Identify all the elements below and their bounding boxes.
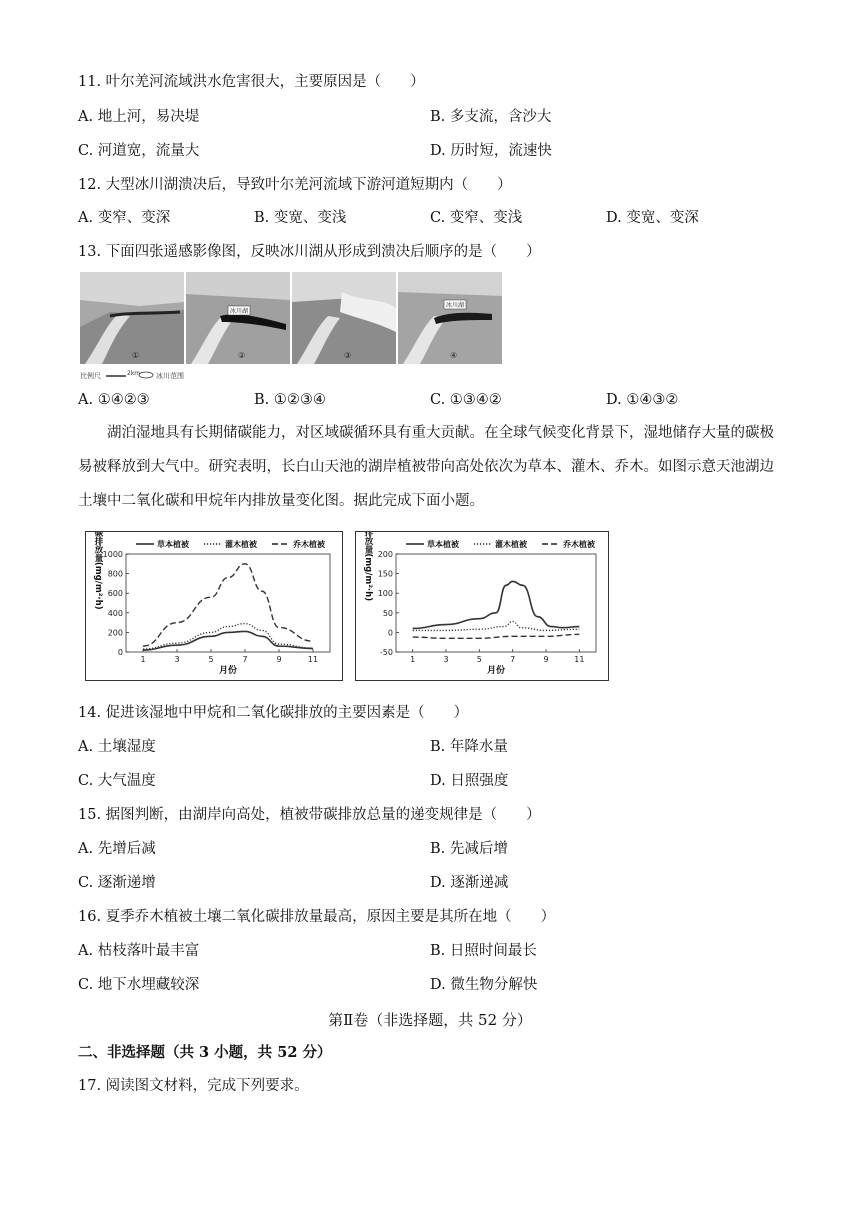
image-2-label: ②	[238, 351, 246, 360]
q16-option-b: B. 日照时间最长	[430, 943, 537, 959]
y-tick-label: 50	[382, 608, 393, 618]
q12-option-b: B. 变宽、变浅	[254, 210, 347, 226]
q12-stem: 12. 大型冰川湖溃决后，导致叶尔羌河流域下游河道短期内（ ）	[78, 177, 512, 193]
q16-stem: 16. 夏季乔木植被土壤二氧化碳排放量最高，原因主要是其所在地（ ）	[78, 909, 556, 925]
q16-option-d: D. 微生物分解快	[430, 977, 538, 993]
x-axis-label: 月份	[218, 666, 238, 676]
y-tick-label: 200	[107, 628, 123, 638]
x-tick-label: 9	[276, 655, 282, 664]
image-4-label: ④	[450, 351, 458, 360]
remote-image-3	[292, 272, 396, 364]
x-tick-label: 9	[543, 655, 549, 664]
q13-option-c: C. ①③④②	[430, 392, 502, 408]
legend-label: 乔木植被	[563, 540, 595, 549]
q12-option-c: C. 变窄、变浅	[430, 210, 523, 226]
legend-item	[272, 539, 326, 549]
y-tick-label: -50	[379, 648, 393, 657]
q15-option-d: D. 逐渐递减	[430, 875, 509, 891]
y-tick-label: 600	[107, 589, 123, 599]
q16-option-c: C. 地下水埋藏较深	[78, 977, 200, 993]
q13-option-d: D. ①④③②	[606, 392, 679, 408]
y-tick-label: 1000	[102, 550, 123, 559]
q12-option-d: D. 变宽、变深	[606, 210, 699, 226]
y-tick-label: 0	[387, 628, 393, 638]
q11-stem: 11. 叶尔羌河流域洪水危害很大，主要原因是（ ）	[78, 74, 425, 90]
y-tick-label: 150	[377, 569, 393, 579]
remote-image-1	[80, 272, 184, 364]
x-tick-label: 3	[174, 655, 180, 664]
series-line	[413, 581, 580, 628]
image-1-label: ①	[132, 351, 140, 360]
image-3-label: ③	[344, 351, 352, 360]
x-tick-label: 7	[242, 655, 248, 664]
x-tick-label: 11	[574, 655, 585, 664]
x-tick-label: 3	[443, 655, 449, 664]
series-line	[413, 634, 580, 638]
q14-option-d: D. 日照强度	[430, 773, 509, 789]
y-tick-label: 100	[377, 589, 393, 599]
q17-stem: 17. 阅读图文材料，完成下列要求。	[78, 1078, 309, 1094]
q14-option-c: C. 大气温度	[78, 773, 156, 789]
legend-label: 草本植被	[157, 540, 189, 549]
x-tick-label: 7	[510, 655, 516, 664]
legend-label: 灌木植被	[225, 540, 257, 549]
co2-chart	[85, 531, 343, 681]
series-line	[143, 564, 313, 646]
scale-unit: 2km	[127, 370, 141, 377]
q16-option-a: A. 枯枝落叶最丰富	[78, 943, 200, 959]
remote-image-2	[186, 272, 290, 364]
q13-stem: 13. 下面四张遥感影像图，反映冰川湖从形成到溃决后顺序的是（ ）	[78, 244, 541, 260]
scale-text: 比例尺	[80, 372, 101, 380]
y-axis-label: 二氧化碳排放量(mg/m²·h)	[93, 532, 103, 610]
legend-label: 灌木植被	[495, 540, 527, 549]
q13-option-b: B. ①②③④	[254, 392, 326, 408]
section2-heading: 二、非选择题（共 3 小题，共 52 分）	[78, 1044, 332, 1061]
y-tick-label: 200	[377, 550, 393, 559]
legend-item	[542, 539, 596, 549]
q15-option-c: C. 逐渐递增	[78, 875, 156, 891]
q13-option-a: A. ①④②③	[78, 392, 150, 408]
q11-option-c: C. 河道宽，流量大	[78, 143, 200, 159]
q15-option-a: A. 先增后减	[78, 841, 156, 857]
legend-item	[406, 539, 460, 549]
x-axis-label: 月份	[486, 666, 506, 676]
ch4-chart	[355, 531, 609, 681]
legend-item	[136, 539, 190, 549]
q11-option-d: D. 历时短，流速快	[430, 143, 552, 159]
y-tick-label: 800	[107, 569, 123, 579]
x-tick-label: 1	[140, 655, 146, 664]
x-tick-label: 1	[410, 655, 416, 664]
q12-option-a: A. 变窄、变深	[78, 210, 171, 226]
y-tick-label: 400	[107, 608, 123, 618]
section2-title: 第Ⅱ卷（非选择题，共 52 分）	[328, 1011, 532, 1029]
legend-text: 冰川范围	[156, 372, 184, 380]
q11-option-b: B. 多支流，含沙大	[430, 109, 552, 125]
scale-legend	[80, 368, 220, 382]
x-tick-label: 5	[208, 655, 214, 664]
q15-stem: 15. 据图判断，由湖岸向高处，植被带碳排放总量的递变规律是（ ）	[78, 807, 541, 823]
y-axis-label: 甲烷排放量(mg/m²·h)	[363, 532, 373, 602]
image-2-lake-label: 冰川湖	[230, 308, 249, 315]
legend-item	[474, 539, 528, 549]
q15-option-b: B. 先减后增	[430, 841, 508, 857]
series-line	[143, 631, 313, 650]
remote-image-4	[398, 272, 502, 364]
legend-label: 草本植被	[427, 540, 459, 549]
x-tick-label: 5	[476, 655, 482, 664]
legend-label: 乔木植被	[293, 540, 325, 549]
y-tick-label: 0	[117, 648, 123, 657]
q14-option-b: B. 年降水量	[430, 739, 508, 755]
q14-option-a: A. 土壤湿度	[78, 739, 156, 755]
passage: 湖泊湿地具有长期储碳能力，对区域碳循环具有重大贡献。在全球气候变化背景下，湿地储存大量的碳极易被释放到大气中。研究表明，长白山天池的湖岸植被带向高处依次为草本、灌木、乔木。如图示意天池湖边土壤中二氧化碳和甲烷年内排放量变化图。据此完成下面小题。	[78, 425, 774, 509]
x-tick-label: 11	[307, 655, 319, 664]
image-4-lake-label: 冰川湖	[446, 302, 465, 309]
q14-stem: 14. 促进该湿地中甲烷和二氧化碳排放的主要因素是（ ）	[78, 705, 469, 721]
q11-option-a: A. 地上河，易决堤	[78, 109, 200, 125]
legend-item	[204, 539, 258, 549]
